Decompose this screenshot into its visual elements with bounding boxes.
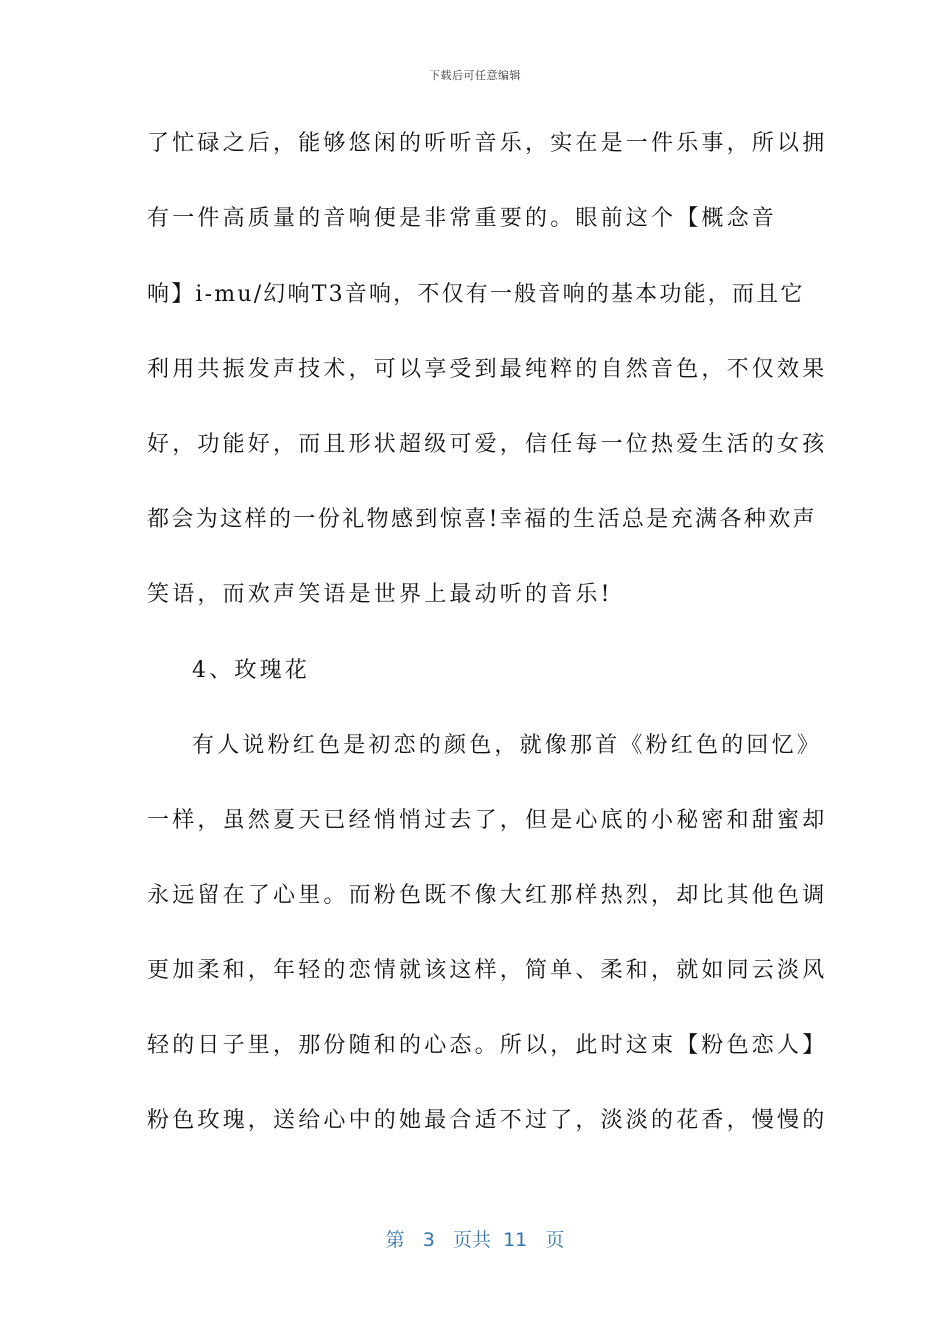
text-line: 好，功能好，而且形状超级可爱，信任每一位热爱生活的女孩 <box>147 432 828 457</box>
text-line: 响】i-mu/幻响T3音响，不仅有一般音响的基本功能，而且它 <box>147 282 805 307</box>
text-line: 利用共振发声技术，可以享受到最纯粹的自然音色，不仅效果 <box>147 357 828 382</box>
text-line: 笑语，而欢声笑语是世界上最动听的音乐! <box>147 582 613 607</box>
text-line: 永远留在了心里。而粉色既不像大红那样热烈，却比其他色调 <box>147 883 828 908</box>
text-line: 一样，虽然夏天已经悄悄过去了，但是心底的小秘密和甜蜜却 <box>147 808 828 833</box>
footer-page-number: 3 <box>422 1229 435 1251</box>
text-line: 更加柔和，年轻的恋情就该这样，简单、柔和，就如同云淡风 <box>147 958 828 983</box>
page-header: 下载后可任意编辑 <box>429 69 521 82</box>
text-line: 粉色玫瑰，送给心中的她最合适不过了，淡淡的花香，慢慢的 <box>147 1108 828 1133</box>
footer-prefix: 第 <box>385 1229 405 1251</box>
text-line: 都会为这样的一份礼物感到惊喜!幸福的生活总是充满各种欢声 <box>147 507 818 532</box>
text-line: 有人说粉红色是初恋的颜色，就像那首《粉红色的回忆》 <box>192 733 823 758</box>
footer-total-pages: 11 <box>503 1229 528 1251</box>
section-heading: 4、玫瑰花 <box>192 658 310 683</box>
text-line: 有一件高质量的音响便是非常重要的。眼前这个【概念音 <box>147 206 778 231</box>
text-line: 了忙碌之后，能够悠闲的听听音乐，实在是一件乐事，所以拥 <box>147 131 828 156</box>
footer-middle: 页共 <box>452 1229 491 1251</box>
page-footer <box>0 1225 950 1252</box>
text-line: 轻的日子里，那份随和的心态。所以，此时这束【粉色恋人】 <box>147 1033 828 1058</box>
footer-suffix: 页 <box>545 1229 565 1251</box>
